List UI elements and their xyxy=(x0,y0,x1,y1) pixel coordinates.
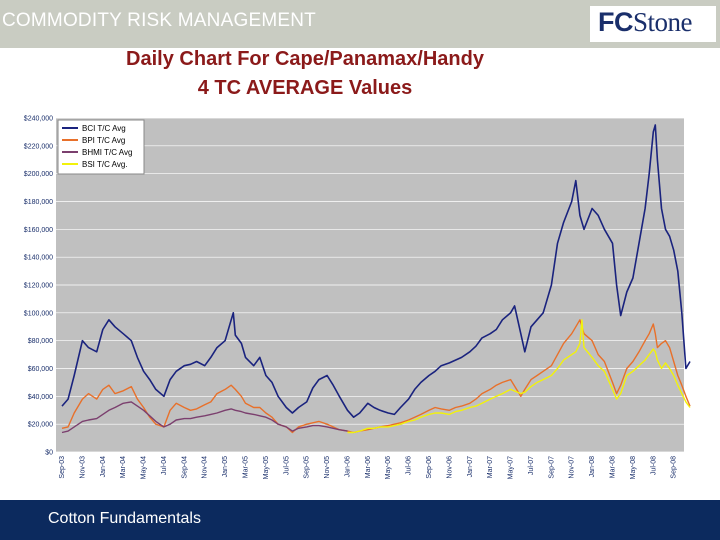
x-tick-label: Sep-04 xyxy=(181,456,189,479)
y-tick-label: $100,000 xyxy=(23,310,53,318)
footer-text: Cotton Fundamentals xyxy=(48,510,201,527)
x-tick-label: Jan-08 xyxy=(589,456,597,478)
x-tick-label: Jul-05 xyxy=(283,456,291,476)
y-tick-label: $120,000 xyxy=(23,282,53,290)
x-tick-label: Sep-07 xyxy=(548,456,556,479)
x-tick-label: Sep-06 xyxy=(426,456,434,479)
x-tick-label: Nov-05 xyxy=(324,456,332,479)
x-tick-label: Nov-07 xyxy=(568,456,576,479)
line-chart xyxy=(0,108,720,500)
y-tick-label: $60,000 xyxy=(27,366,53,373)
header-title: COMMODITY RISK MANAGEMENT xyxy=(2,10,316,31)
x-tick-label: Sep-03 xyxy=(59,456,66,479)
y-tick-label: $0 xyxy=(45,449,53,457)
x-tick-label: Jan-05 xyxy=(222,456,230,478)
x-tick-label: Mar-07 xyxy=(487,456,495,479)
y-tick-label: $220,000 xyxy=(23,143,53,151)
legend-label: BSI T/C Avg. xyxy=(82,160,128,169)
legend-label: BHMI T/C Avg xyxy=(82,148,133,157)
y-tick-label: $180,000 xyxy=(23,199,53,206)
x-tick-label: Mar-08 xyxy=(609,456,617,479)
x-tick-label: May-08 xyxy=(629,456,637,480)
logo-text xyxy=(598,7,692,38)
slide-title-line1: Daily Chart For Cape/Panamax/Handy xyxy=(126,48,484,70)
y-tick-label: $40,000 xyxy=(27,393,53,401)
x-tick-label: Jul-07 xyxy=(527,456,535,476)
x-tick-label: Mar-06 xyxy=(364,456,372,479)
x-tick-label: Jan-06 xyxy=(344,456,352,478)
x-tick-label: Nov-04 xyxy=(201,456,209,479)
logo-stone: Stone xyxy=(633,7,693,37)
x-tick-label: Jul-06 xyxy=(405,456,413,476)
x-tick-label: Nov-03 xyxy=(79,456,87,479)
y-tick-label: $240,000 xyxy=(23,115,53,123)
legend-label: BPI T/C Avg xyxy=(82,136,126,145)
chart-container xyxy=(0,108,720,500)
x-tick-label: Nov-06 xyxy=(446,456,454,479)
logo-fc: FC xyxy=(598,7,633,37)
slide-title-line2: 4 TC AVERAGE Values xyxy=(197,77,413,99)
legend-label: BCI T/C Avg xyxy=(82,124,126,133)
x-tick-label: May-07 xyxy=(507,456,515,480)
x-tick-label: Jul-08 xyxy=(650,456,658,476)
x-tick-label: Jul-04 xyxy=(160,456,168,476)
y-tick-label: $160,000 xyxy=(23,226,53,234)
x-tick-label: May-04 xyxy=(140,456,148,480)
y-tick-label: $200,000 xyxy=(23,171,53,179)
x-tick-label: Mar-05 xyxy=(242,456,250,479)
y-tick-label: $80,000 xyxy=(27,338,53,346)
x-tick-label: Sep-08 xyxy=(670,456,678,479)
fcstone-logo xyxy=(590,6,716,42)
footer-band xyxy=(0,500,720,540)
y-tick-label: $140,000 xyxy=(23,254,53,262)
x-tick-label: Jan-07 xyxy=(466,456,474,478)
x-tick-label: Jan-04 xyxy=(99,456,107,478)
y-tick-label: $20,000 xyxy=(27,421,53,429)
x-tick-label: Mar-04 xyxy=(120,456,128,479)
x-tick-label: May-06 xyxy=(385,456,393,480)
x-tick-label: Sep-05 xyxy=(303,456,311,479)
x-tick-label: May-05 xyxy=(262,456,270,480)
